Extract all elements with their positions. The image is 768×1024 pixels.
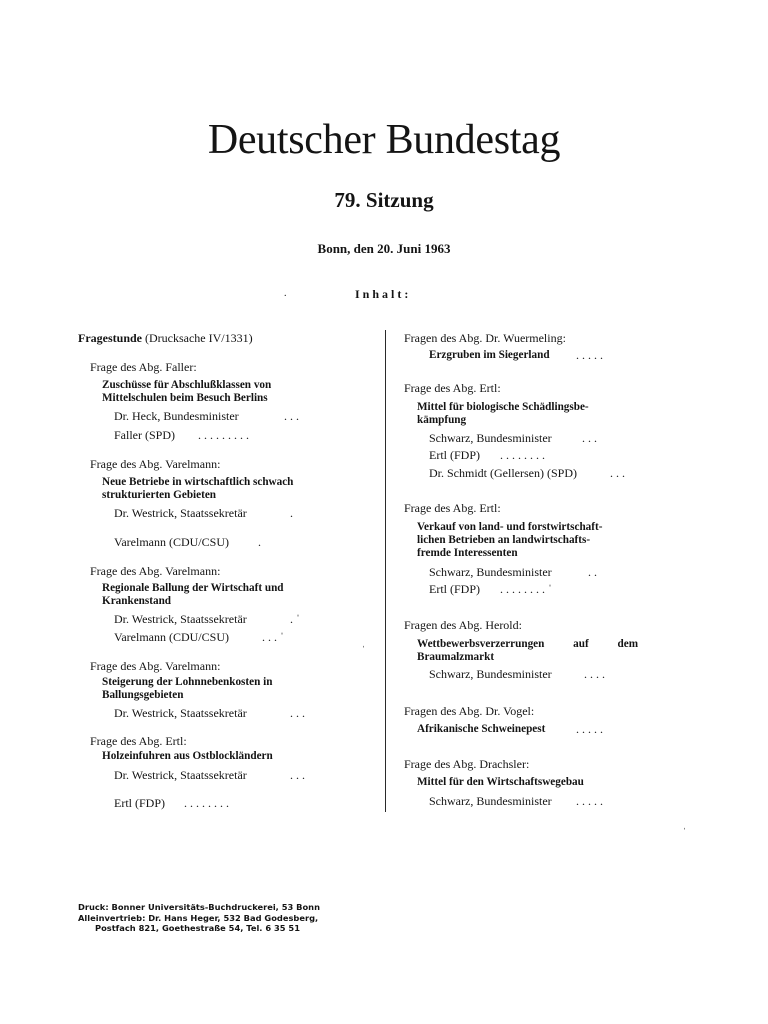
fragestunde-line xyxy=(78,332,253,345)
speaker-name: Ertl (FDP) xyxy=(429,448,480,462)
question-topic: Zuschüsse für Abschlußklassen von xyxy=(102,379,272,391)
question-head: Fragen des Abg. Dr. Vogel: xyxy=(404,704,535,718)
place-date: Bonn, den 20. Juni 1963 xyxy=(317,241,451,256)
question-topic: Neue Betriebe in wirtschaftlich schwach xyxy=(102,476,294,488)
speaker-name: Dr. Heck, Bundesminister xyxy=(114,409,239,423)
speaker-name: Varelmann (CDU/CSU) xyxy=(114,535,229,549)
question-topic: Ballungsgebieten xyxy=(102,689,184,701)
speaker-name: Faller (SPD) xyxy=(114,428,175,442)
fragestunde-ref: (Drucksache IV/1331) xyxy=(145,331,253,345)
leader-dots: . . . . . . . . xyxy=(500,448,545,462)
leader-dots: . xyxy=(258,535,261,549)
leader-dots: . . . . . xyxy=(576,722,603,736)
speaker-name: Varelmann (CDU/CSU) xyxy=(114,630,229,644)
speaker-name: Dr. Schmidt (Gellersen) (SPD) xyxy=(429,466,577,480)
question-head: Frage des Abg. Faller: xyxy=(90,360,197,374)
imprint xyxy=(78,902,320,934)
question-topic: Afrikanische Schweinepest xyxy=(417,723,546,735)
question-head: Frage des Abg. Ertl: xyxy=(90,734,187,748)
question-topic: Mittel für den Wirtschaftswegebau xyxy=(417,776,584,788)
session-number: 79. Sitzung xyxy=(334,188,434,212)
question-topic: Mittel für biologische Schädlingsbe- xyxy=(417,401,589,413)
imprint-line: Alleinvertrieb: Dr. Hans Heger, 532 Bad Godesberg, xyxy=(78,912,319,923)
speaker-name: Schwarz, Bundesminister xyxy=(429,431,552,445)
question-topic: Wettbewerbsverzerrungen auf dem xyxy=(417,638,639,650)
leader-dots: . . . . . . . . xyxy=(184,796,229,810)
contents-heading: Inhalt: xyxy=(355,287,412,301)
stray-dot: . xyxy=(284,288,287,299)
question-topic: Mittelschulen beim Besuch Berlins xyxy=(102,392,268,404)
leader-dots: . ˈ xyxy=(290,612,300,626)
leader-dots: . . . xyxy=(290,768,305,782)
leader-dots: . . xyxy=(588,565,597,579)
question-topic: fremde Interessenten xyxy=(417,547,518,559)
page-title: Deutscher Bundestag xyxy=(207,117,561,163)
leader-dots: . . . xyxy=(290,706,305,720)
question-topic: Regionale Ballung der Wirtschaft und xyxy=(102,582,284,594)
speaker-name: Dr. Westrick, Staatssekretär xyxy=(114,612,247,626)
leader-dots: . . . . xyxy=(584,667,605,681)
question-head: Frage des Abg. Drachsler: xyxy=(404,757,530,771)
leader-dots: . . . . . xyxy=(576,794,603,808)
speaker-name: Schwarz, Bundesminister xyxy=(429,794,552,808)
question-head: Fragen des Abg. Herold: xyxy=(404,618,522,632)
speaker-name: Dr. Westrick, Staatssekretär xyxy=(114,706,247,720)
speaker-name: Ertl (FDP) xyxy=(114,796,165,810)
question-topic: Krankenstand xyxy=(102,595,172,607)
question-topic: Holzeinfuhren aus Ostblockländern xyxy=(102,750,273,762)
leader-dots: . . . xyxy=(582,431,597,445)
fragestunde-label: Fragestunde xyxy=(78,331,142,345)
question-head: Frage des Abg. Varelmann: xyxy=(90,457,221,471)
question-head: Fragen des Abg. Dr. Wuermeling: xyxy=(404,331,566,345)
leader-dots: . . . xyxy=(284,409,299,423)
question-topic: kämpfung xyxy=(417,414,467,426)
speaker-name: Schwarz, Bundesminister xyxy=(429,667,552,681)
leader-dots: . . . . . . . . . xyxy=(198,428,249,442)
question-head: Frage des Abg. Ertl: xyxy=(404,501,501,515)
speaker-name: Ertl (FDP) xyxy=(429,582,480,596)
imprint-line: Druck: Bonner Universitäts-Buchdruckerei, 53 Bonn xyxy=(78,902,320,912)
speaker-name: Schwarz, Bundesminister xyxy=(429,565,552,579)
question-head: Frage des Abg. Varelmann: xyxy=(90,659,221,673)
question-topic: Erzgruben im Siegerland xyxy=(429,349,550,361)
imprint-line: Postfach 821, Goethestraße 54, Tel. 6 35 51 xyxy=(95,923,300,933)
leader-dots: . . . . . . . . ˈ xyxy=(500,582,552,596)
stray-mark: ˈ xyxy=(362,645,366,656)
leader-dots: . . . ˈ xyxy=(262,630,284,644)
question-topic: Verkauf von land- und forstwirtschaft- xyxy=(417,521,603,533)
question-topic: lichen Betrieben an landwirtschafts- xyxy=(417,534,591,546)
leader-dots: . . . . . xyxy=(576,348,603,362)
leader-dots: . . . xyxy=(610,466,625,480)
column-divider xyxy=(385,330,386,812)
speaker-name: Dr. Westrick, Staatssekretär xyxy=(114,768,247,782)
question-head: Frage des Abg. Ertl: xyxy=(404,381,501,395)
question-head: Frage des Abg. Varelmann: xyxy=(90,564,221,578)
leader-dots: . xyxy=(290,506,293,520)
speaker-name: Dr. Westrick, Staatssekretär xyxy=(114,506,247,520)
question-topic: Braumalzmarkt xyxy=(417,651,495,663)
stray-mark: ˈ xyxy=(683,827,687,838)
question-topic: Steigerung der Lohnnebenkosten in xyxy=(102,676,273,688)
question-topic: strukturierten Gebieten xyxy=(102,489,217,501)
